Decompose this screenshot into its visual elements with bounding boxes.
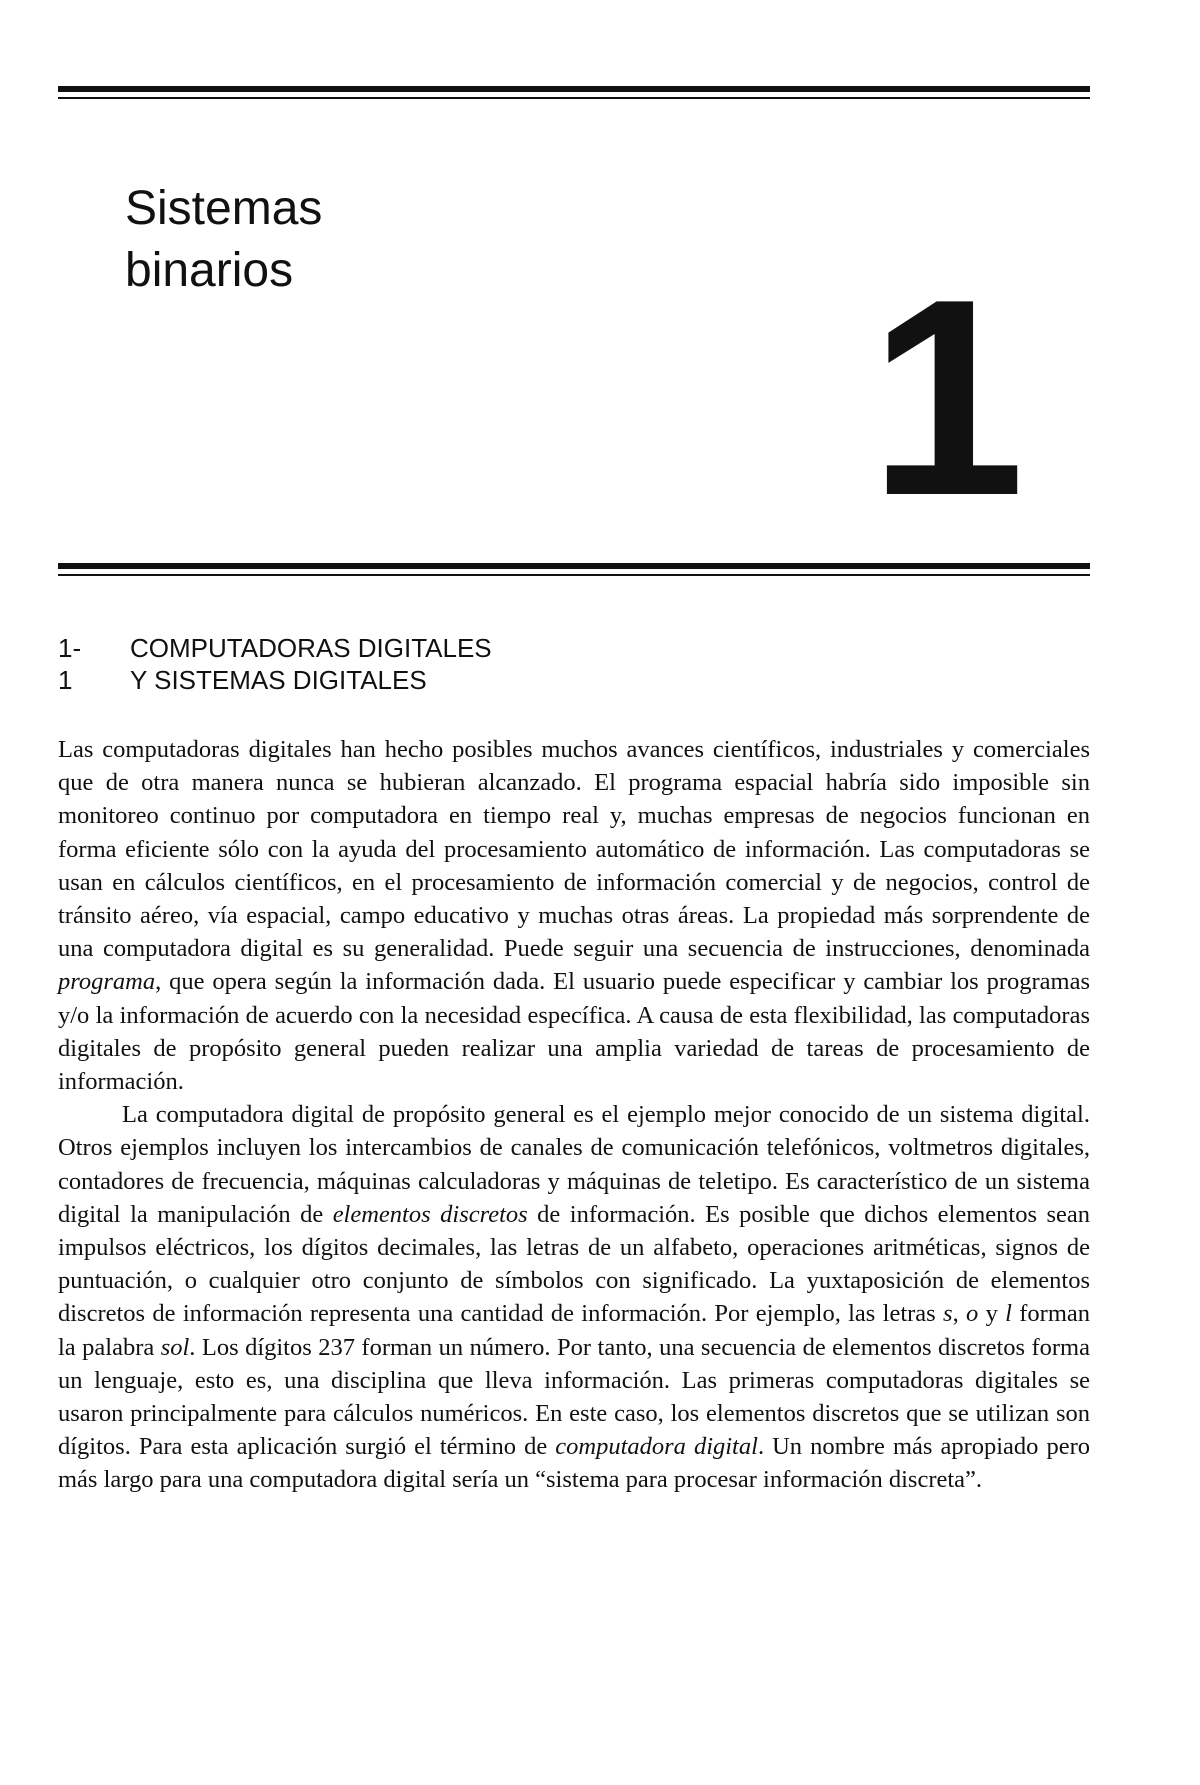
italic-term: l [1005, 1300, 1012, 1328]
body-paragraph [58, 733, 1090, 1098]
paragraph-text: , [952, 1300, 967, 1328]
chapter-title: Sistemas binarios [125, 182, 323, 297]
chapter-number: 1 [869, 242, 1025, 554]
paragraph-text: de información. Es posible que dichos elementos sean impulsos eléctricos, los dígitos decimales, las letras de un alfabeto, operaciones aritméticas, signos de puntuación, o cualquier otro conjunto de símbolos con significado. La yuxtaposición de elementos discretos de información representa una cantidad de información. Por ejemplo, las letras [58, 1200, 1090, 1328]
paragraph-text: . Los dígitos 237 forman un número. Por tanto, una secuencia de elementos discretos forma un lenguaje, esto es, una disciplina que lleva información. Las primeras computadoras digitales se usaron principalmente para cálculos numéricos. En este caso, los elementos discretos que se utilizan son dígitos. Para esta aplicación surgió el término de [58, 1333, 1090, 1461]
italic-term: computadora digital [555, 1433, 758, 1461]
paragraph-text: La computadora digital de propósito general es el ejemplo mejor conocido de un sistema digital. Otros ejemplos incluyen los intercambios de canales de comunicación telefónicos, voltmetros digitales, contadores de frecuencia, máquinas calculadoras y máquinas de teletipo. Es característico de un sistema digital la manipulación de [58, 1101, 1090, 1228]
section-number: 1-1 [58, 633, 82, 695]
paragraph-text: Las computadoras digitales han hecho posibles muchos avances científicos, industriales y comerciales que de otra manera nunca se hubieran alcanzado. El programa espacial habría sido imposible sin monitoreo continuo por computadora en tiempo real y, muchas empresas de negocios funcionan en forma eficiente sólo con la ayuda del procesamiento automático de información. Las computadoras se usan en cálculos científicos, en el procesamiento de información comercial y de negocios, control de tránsito aéreo, vía espacial, campo educativo y muchas otras áreas. La propiedad más sorprendente de una computadora digital es su generalidad. Puede seguir una secuencia de instrucciones, denominada [58, 736, 1090, 963]
paragraph-text: , que opera según la información dada. El usuario puede especificar y cambiar los programas y/o la información de acuerdo con la necesidad específica. A causa de esta flexibilidad, las computadoras digitales de propósito general pueden realizar una amplia variedad de tareas de procesamiento de información. [58, 968, 1090, 1096]
header-bottom-rule-thick [58, 563, 1090, 569]
paragraph-text: forman la palabra [58, 1300, 1091, 1361]
header-bottom-rule-thin [58, 574, 1090, 576]
italic-term: sol [160, 1333, 190, 1361]
body-text [58, 733, 1090, 1497]
body-paragraph [58, 1098, 1090, 1496]
italic-term: programa [58, 968, 156, 996]
top-rule-thin [58, 97, 1090, 99]
paragraph-text: y [978, 1300, 1006, 1328]
top-rule-thick [58, 86, 1090, 92]
paragraph-text: . Un nombre más apropiado pero más largo para una computadora digital sería un “sistema para procesar información discreta”. [58, 1433, 1091, 1494]
section-title: COMPUTADORAS DIGITALES Y SISTEMAS DIGITALES [130, 633, 492, 695]
italic-term: o [966, 1300, 979, 1328]
italic-term: elementos discretos [332, 1200, 528, 1228]
italic-term: s [943, 1300, 953, 1328]
